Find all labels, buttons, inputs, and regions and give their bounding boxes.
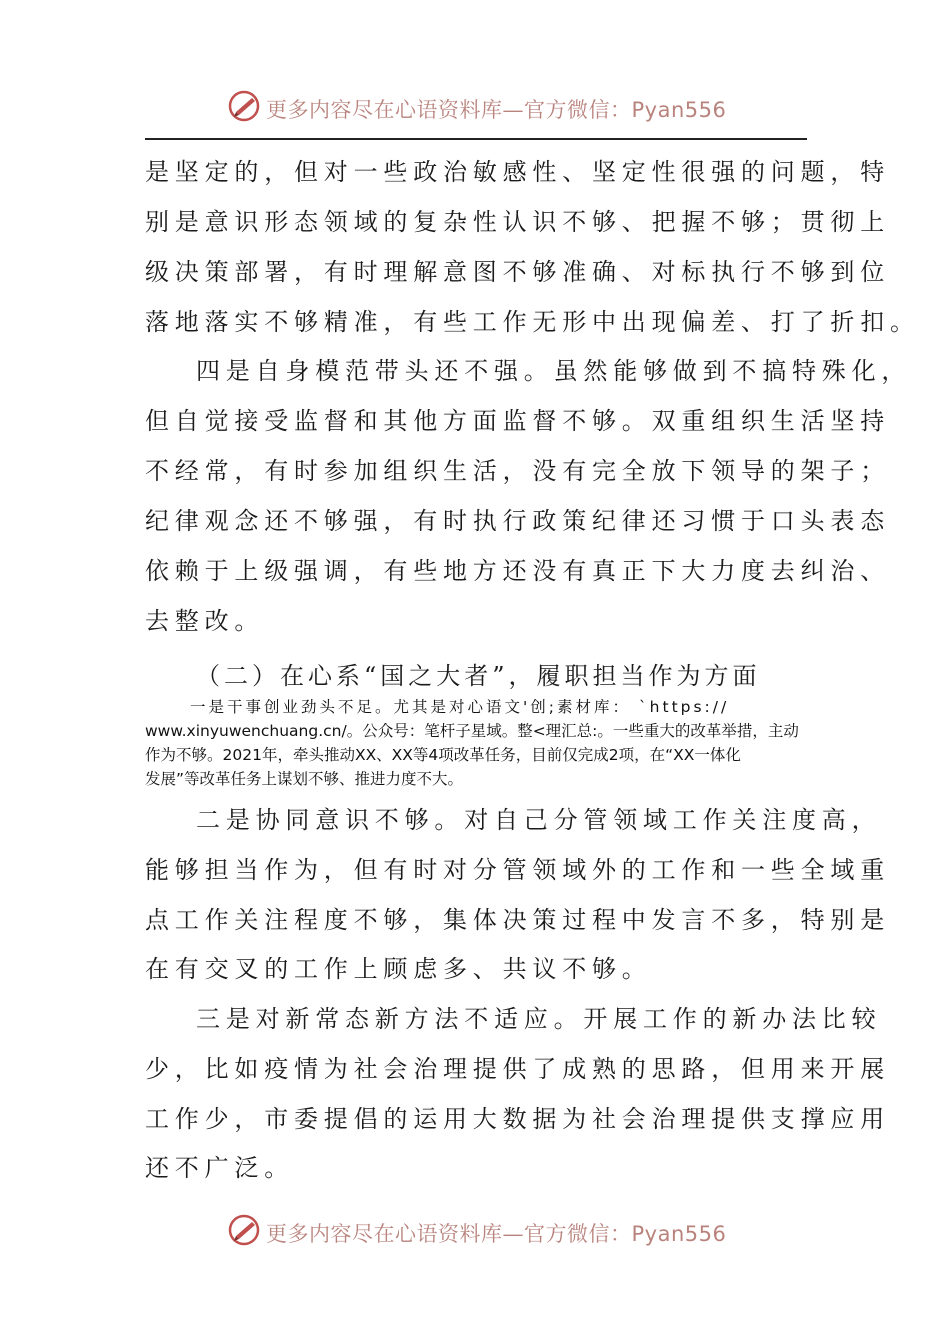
banner-text: 更多内容尽在心语资料库—官方微信： — [266, 98, 632, 122]
text-line: 工作少，市委提倡的运用大数据为社会治理提供支撑应用 — [145, 1105, 890, 1133]
text-line: 发展”等改革任务上谋划不够、推进力度不大。 — [145, 770, 464, 788]
text-line: 还不广泛。 — [145, 1154, 294, 1182]
text-line: 三是对新常态新方法不适应。开展工作的新办法比较 — [196, 1005, 882, 1033]
text-line: 点工作关注程度不够，集体决策过程中发言不多，特别是 — [145, 906, 890, 934]
header-rule — [145, 138, 807, 140]
pen-logo-icon — [227, 1212, 263, 1248]
text-line: 在有交叉的工作上顾虑多、共议不够。 — [145, 955, 652, 983]
text-line: 别是意识形态领域的复杂性认识不够、把握不够；贯彻上 — [145, 208, 890, 236]
text-line: 但自觉接受监督和其他方面监督不够。双重组织生活坚持 — [145, 407, 890, 435]
banner-text: 更多内容尽在心语资料库—官方微信： — [266, 1222, 632, 1246]
banner-wechat-id: Pyan556 — [631, 98, 727, 122]
text-line: 四是自身模范带头还不强。虽然能够做到不搞特殊化， — [196, 357, 912, 385]
text-line: 作为不够。2021年，牵头推动XX、XX等4项改革任务，目前仅完成2项，在“XX一体化 — [145, 746, 741, 764]
text-line: www.xinyuwenchuang.cn/。公众号：笔杆子星域。整<理汇总:。一些重大的改革举措，主动 — [145, 722, 799, 740]
banner-wechat-id: Pyan556 — [631, 1222, 727, 1246]
text-line: 是坚定的，但对一些政治敏感性、坚定性很强的问题，特 — [145, 158, 890, 186]
footer-banner — [0, 1210, 950, 1254]
text-line: 落地落实不够精准，有些工作无形中出现偏差、打了折扣。 — [145, 308, 920, 336]
text-line: 能够担当作为，但有时对分管领域外的工作和一些全域重 — [145, 856, 890, 884]
text-line: 少，比如疫情为社会治理提供了成熟的思路，但用来开展 — [145, 1055, 890, 1083]
text-line: 去整改。 — [145, 607, 265, 635]
text-line: 一是干事创业劲头不足。尤其是对心语文'创;素材库： `https:// — [190, 698, 730, 716]
text-line: 依赖于上级强调，有些地方还没有真正下大力度去纠治、 — [145, 557, 890, 585]
text-line: 不经常，有时参加组织生活，没有完全放下领导的架子； — [145, 457, 890, 485]
text-line: 纪律观念还不够强，有时执行政策纪律还习惯于口头表态 — [145, 507, 890, 535]
text-line: 级决策部署，有时理解意图不够准确、对标执行不够到位 — [145, 258, 890, 286]
pen-logo-icon — [227, 88, 263, 124]
text-line: 二是协同意识不够。对自己分管领域工作关注度高， — [196, 806, 882, 834]
header-banner — [0, 86, 950, 130]
section-heading: （二）在心系“国之大者”，履职担当作为方面 — [196, 662, 761, 690]
